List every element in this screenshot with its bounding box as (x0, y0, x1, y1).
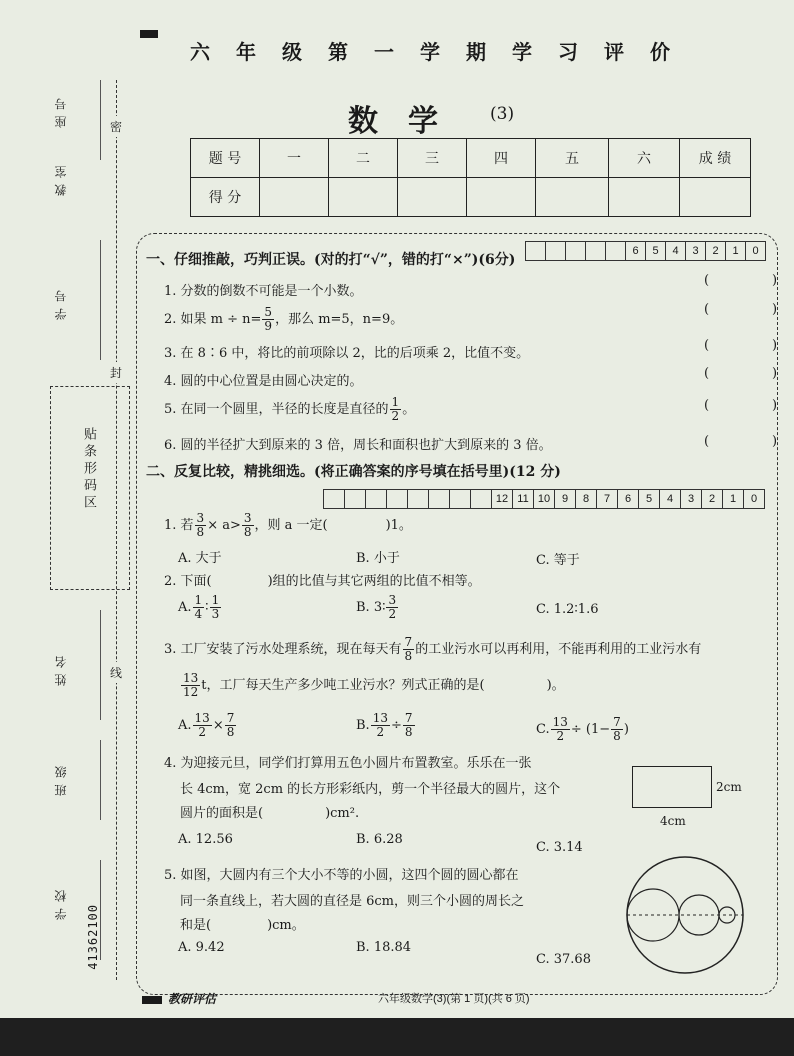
s2-q2-option-c[interactable]: C. 1.2∶1.6 (536, 602, 599, 617)
score-grid-cell[interactable]: 8 (575, 489, 597, 509)
fraction (225, 712, 237, 739)
s1-q2-text: 2. 如果 m ÷ n= (164, 312, 262, 327)
s2-q3-text: 的工业污水可以再利用，不能再利用的工业污水有 (415, 642, 702, 657)
fraction (193, 712, 212, 739)
fraction (390, 396, 402, 423)
s2-q4-option-a[interactable]: A. 12.56 (178, 832, 233, 847)
s2-q3-text: t，工厂每天生产多少吨工业污水？列式正确的是( (201, 678, 485, 693)
denominator: 8 (243, 525, 252, 539)
fraction (371, 712, 390, 739)
option-letter: A. (178, 600, 192, 615)
score-grid-cell[interactable]: 5 (645, 241, 666, 261)
rectangle-width-label: 4cm (660, 814, 686, 828)
seal-char-mi: 密 (110, 116, 122, 137)
score-grid-cell[interactable] (470, 489, 492, 509)
footer-mark (142, 996, 162, 1004)
s2-question-5-line2: 同一条直线上，若大圆的直径是 6cm，则三个小圆的周长之 (180, 894, 525, 909)
fraction (611, 716, 623, 743)
s2-q1-option-c[interactable]: C. 等于 (536, 553, 580, 568)
paper-number: (3) (490, 104, 515, 124)
answer-blank[interactable] (712, 364, 768, 382)
score-table-header: 三 (398, 139, 467, 178)
score-grid-cell[interactable] (428, 489, 450, 509)
fraction (403, 712, 415, 739)
score-grid-cell[interactable] (525, 241, 546, 261)
denominator: 12 (183, 685, 199, 699)
option-letter: B. (356, 718, 370, 733)
s1-q5-text: 。 (402, 402, 416, 417)
score-cell[interactable] (536, 178, 609, 217)
fraction (551, 716, 570, 743)
score-table (190, 138, 751, 217)
answer-blank[interactable] (712, 271, 768, 289)
score-grid-cell[interactable]: 1 (722, 489, 744, 509)
score-grid-cell[interactable] (565, 241, 586, 261)
s1-question-3: 3. 在 8∶6 中，将比的前项除以 2，比的后项乘 2，比值不变。 (164, 346, 530, 361)
answer-paren-close: ) (772, 273, 778, 288)
score-grid-cell[interactable]: 10 (533, 489, 555, 509)
s2-q5-text: 和是( (180, 918, 212, 933)
score-grid-cell[interactable]: 0 (743, 489, 765, 509)
score-grid-cell[interactable]: 4 (665, 241, 686, 261)
s2-q1-text: 1. 若 (164, 518, 194, 533)
denominator: 8 (196, 525, 205, 539)
s2-q1-text: ，则 a 一定( (254, 518, 328, 533)
score-grid-cell[interactable]: 4 (659, 489, 681, 509)
numerator: 1 (194, 593, 203, 607)
numerator: 13 (194, 711, 210, 725)
numerator: 13 (552, 715, 568, 729)
rectangle-figure (632, 766, 712, 808)
score-cell[interactable] (609, 178, 680, 217)
operator: × (212, 718, 224, 733)
s1-question-1: 1. 分数的倒数不可能是一个小数。 (164, 284, 363, 299)
denominator: 8 (613, 729, 621, 743)
numerator: 3 (388, 593, 397, 607)
score-grid-cell[interactable] (585, 241, 606, 261)
fraction (262, 306, 274, 333)
barcode-area (50, 386, 130, 590)
s2-question-4-line2: 长 4cm，宽 2cm 的长方形彩纸内，剪一个半径最大的圆片，这个 (180, 782, 561, 797)
option-letter: C. (536, 722, 550, 737)
operator: ) (623, 722, 629, 737)
answer-paren-close: ) (772, 302, 778, 317)
option-text: B. 3∶ (356, 600, 386, 615)
s1-question-2 (164, 306, 403, 333)
fraction (210, 594, 222, 621)
binding-label-school: 学校 (54, 884, 68, 920)
s1-q5-text: 5. 在同一个圆里，半径的长度是直径的 (164, 402, 389, 417)
numerator: 13 (372, 711, 388, 725)
barcode-label: 贴条形码区 (81, 427, 96, 512)
score-grid-cell[interactable]: 2 (701, 489, 723, 509)
score-cell[interactable] (680, 178, 751, 217)
answer-paren-close: ) (772, 398, 778, 413)
s2-q5-option-c[interactable]: C. 37.68 (536, 952, 591, 967)
denominator: 2 (388, 607, 397, 621)
binding-label-seat: 座号 (54, 92, 68, 128)
answer-paren-open: ( (704, 366, 710, 381)
footer-publisher: 教研评估 (168, 992, 217, 1006)
denominator: 3 (211, 607, 220, 621)
rectangle-height-label: 2cm (716, 780, 742, 794)
score-grid-cell[interactable]: 6 (625, 241, 646, 261)
s2-q4-option-b[interactable]: B. 6.28 (356, 832, 403, 847)
score-cell[interactable] (329, 178, 398, 217)
scan-shadow (0, 1018, 794, 1056)
binding-label-room: 教室 (54, 160, 68, 196)
s2-question-1 (164, 512, 412, 539)
option-letter: A. (178, 718, 192, 733)
answer-paren-close: ) (772, 338, 778, 353)
binding-line (100, 80, 101, 160)
numerator: 3 (243, 511, 252, 525)
score-cell[interactable] (398, 178, 467, 217)
answer-paren-close: ) (772, 366, 778, 381)
denominator: 4 (194, 607, 203, 621)
numerator: 7 (613, 715, 621, 729)
score-grid-cell[interactable]: 3 (680, 489, 702, 509)
s2-question-3-line1 (164, 636, 701, 663)
score-grid-cell[interactable] (407, 489, 429, 509)
numerator: 7 (404, 635, 413, 649)
fraction (195, 512, 207, 539)
s2-q5-text: )cm。 (267, 918, 305, 933)
s2-q1-text: )1。 (385, 518, 412, 533)
answer-paren-open: ( (704, 434, 710, 449)
s2-q3-text: 3. 工厂安装了污水处理系统，现在每天有 (164, 642, 402, 657)
denominator: 2 (556, 729, 565, 743)
denominator: 2 (198, 725, 206, 739)
answer-blank[interactable] (712, 396, 768, 414)
s2-q5-option-b[interactable]: B. 18.84 (356, 940, 412, 955)
numerator: 1 (211, 593, 220, 607)
s1-question-6: 6. 圆的半径扩大到原来的 3 倍，周长和面积也扩大到原来的 3 倍。 (164, 438, 552, 453)
s2-q3-option-b[interactable] (356, 712, 416, 739)
s2-q3-option-c[interactable] (536, 716, 629, 743)
denominator: 8 (226, 725, 235, 739)
numerator: 1 (391, 395, 400, 409)
denominator: 2 (376, 725, 385, 739)
s2-q2-option-b[interactable] (356, 594, 399, 621)
score-grid-cell[interactable]: 7 (596, 489, 618, 509)
small-circle-3 (719, 907, 735, 923)
operator: ÷ (1− (570, 722, 611, 737)
operator: ÷ (390, 718, 402, 733)
score-table-header: 四 (467, 139, 536, 178)
s2-q1-text: × a> (207, 518, 241, 533)
s2-q4-text: )cm². (325, 806, 360, 821)
score-grid-cell[interactable]: 9 (554, 489, 576, 509)
score-grid-cell[interactable]: 5 (638, 489, 660, 509)
ratio-colon: ∶ (205, 600, 209, 615)
score-grid-cell[interactable]: 0 (745, 241, 766, 261)
numerator: 7 (226, 711, 235, 725)
denominator: 2 (391, 409, 400, 423)
answer-blank[interactable] (712, 432, 768, 450)
score-grid-cell[interactable] (323, 489, 345, 509)
section1-score-grid (526, 241, 766, 261)
binding-label-student-id: 学号 (54, 284, 68, 320)
score-table-header: 六 (609, 139, 680, 178)
score-grid-cell[interactable]: 3 (685, 241, 706, 261)
answer-paren-close: ) (772, 434, 778, 449)
binding-label-class: 班级 (54, 760, 68, 796)
score-grid-cell[interactable] (365, 489, 387, 509)
section1-heading: 一、仔细推敲，巧判正误。(对的打“√”，错的打“×”)(6分) (146, 252, 516, 268)
s2-q2-text: )组的比值与其它两组的比值不相等。 (267, 574, 481, 589)
denominator: 8 (404, 649, 413, 663)
score-grid-cell[interactable]: 12 (491, 489, 513, 509)
s2-q3-text: )。 (546, 678, 565, 693)
s2-q4-option-c[interactable]: C. 3.14 (536, 840, 583, 855)
s1-q2-text: ，那么 m=5，n=9。 (275, 312, 404, 327)
s2-question-3-line2 (180, 672, 565, 699)
s2-question-4-line1: 4. 为迎接元旦，同学们打算用五色小圆片布置教室。乐乐在一张 (164, 756, 532, 771)
answer-paren-open: ( (704, 338, 710, 353)
score-cell[interactable] (260, 178, 329, 217)
s2-q2-option-a[interactable] (178, 594, 222, 621)
s2-question-5-line1: 5. 如图，大圆内有三个大小不等的小圆，这四个圆的圆心都在 (164, 868, 519, 883)
s1-question-5 (164, 396, 415, 423)
score-grid-cell[interactable] (545, 241, 566, 261)
footer-page-info: 六年级数学(3)(第 1 页)(共 6 页) (378, 993, 530, 1005)
s2-q3-option-a[interactable] (178, 712, 237, 739)
score-cell[interactable] (467, 178, 536, 217)
seal-char-xian: 线 (110, 662, 122, 683)
score-table-header: 一 (260, 139, 329, 178)
s2-question-4-line3 (180, 802, 359, 821)
score-table-header: 二 (329, 139, 398, 178)
binding-label-name: 姓名 (54, 650, 68, 686)
score-grid-cell[interactable] (605, 241, 626, 261)
score-grid-cell[interactable] (386, 489, 408, 509)
score-grid-cell[interactable]: 1 (725, 241, 746, 261)
circles-figure (620, 848, 750, 982)
s2-q1-option-b[interactable]: B. 小于 (356, 551, 400, 566)
binding-line (100, 240, 101, 360)
score-grid-cell[interactable]: 2 (705, 241, 726, 261)
answer-blank[interactable] (712, 300, 768, 318)
fraction (242, 512, 254, 539)
denominator: 8 (404, 725, 413, 739)
score-grid-cell[interactable]: 6 (617, 489, 639, 509)
answer-blank[interactable] (712, 336, 768, 354)
answer-paren-open: ( (704, 273, 710, 288)
section2-score-grid (324, 489, 765, 509)
subject-title: 数学 (348, 104, 468, 139)
score-table-header: 题 号 (191, 139, 260, 178)
numerator: 3 (196, 511, 205, 525)
score-table-header: 五 (536, 139, 609, 178)
fraction (193, 594, 205, 621)
numerator: 13 (183, 671, 199, 685)
answer-paren-open: ( (704, 398, 710, 413)
s2-q2-text: 2. 下面( (164, 574, 212, 589)
s2-q4-text: 圆片的面积是( (180, 806, 264, 821)
exam-title: 六年级第一学期学习评价 (190, 40, 696, 64)
binding-line (100, 610, 101, 720)
score-grid-cell[interactable] (449, 489, 471, 509)
fraction (181, 672, 200, 699)
answer-paren-open: ( (704, 302, 710, 317)
serial-number: 41362100 (86, 904, 100, 970)
score-grid-cell[interactable]: 11 (512, 489, 534, 509)
score-table-row-label: 得 分 (191, 178, 260, 217)
score-table-header: 成 绩 (680, 139, 751, 178)
s2-question-5-line3 (180, 914, 305, 933)
denominator: 9 (264, 319, 273, 333)
seal-char-feng: 封 (110, 362, 122, 383)
numerator: 5 (264, 305, 273, 319)
s2-question-2 (164, 570, 481, 589)
s1-question-4: 4. 圆的中心位置是由圆心决定的。 (164, 374, 363, 389)
registration-mark (140, 30, 158, 38)
score-grid-cell[interactable] (344, 489, 366, 509)
fraction (403, 636, 415, 663)
s2-q5-option-a[interactable]: A. 9.42 (178, 940, 225, 955)
numerator: 7 (404, 711, 413, 725)
section2-heading: 二、反复比较，精挑细选。(将正确答案的序号填在括号里)(12 分) (146, 464, 561, 480)
fraction (386, 594, 398, 621)
s2-q1-option-a[interactable]: A. 大于 (178, 551, 222, 566)
binding-line (100, 860, 101, 960)
binding-line (100, 740, 101, 820)
